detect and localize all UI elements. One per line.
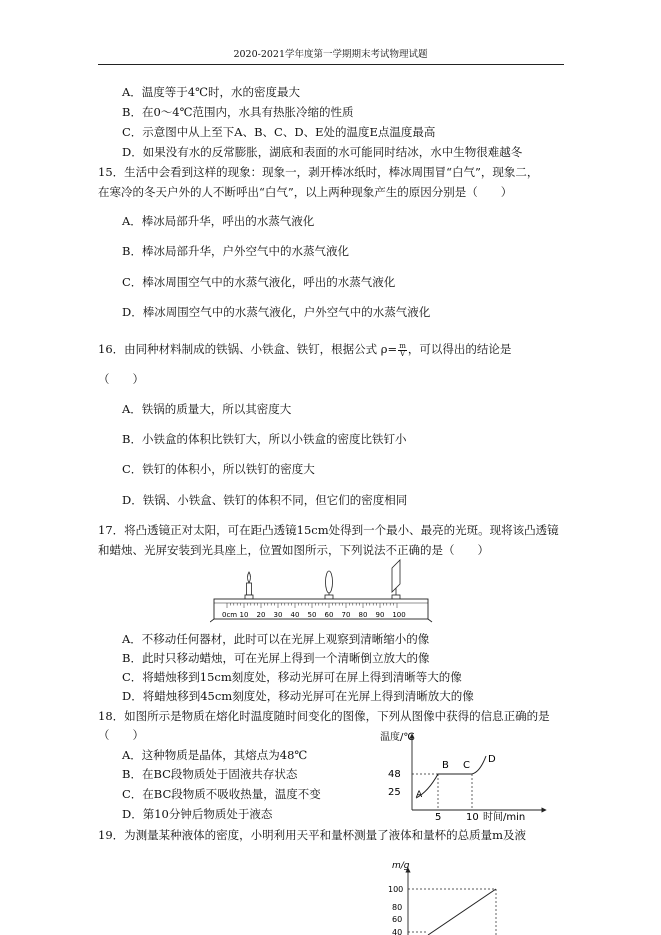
- ruler-tick-label: 10: [239, 611, 249, 619]
- q17-option-b: B．此时只移动蜡烛，可在光屏上得到一个清晰倒立放大的像: [122, 651, 430, 665]
- q19-stem-line1: 19．为测量某种液体的密度，小明利用天平和量杯测量了液体和量杯的总质量m及液: [98, 828, 527, 842]
- mass-volume-graph: [368, 856, 518, 935]
- fraction-denominator: V: [399, 349, 406, 358]
- density-fraction: [398, 343, 407, 358]
- q17-option-c: C．将蜡烛移到15cm刻度处，移动光屏可在屏上得到清晰等大的像: [122, 670, 462, 684]
- q18-option-a: A．这种物质是晶体，其熔点为48℃: [122, 748, 308, 762]
- graph-y-tick-25: 25: [388, 787, 401, 798]
- q16-option-b: B．小铁盒的体积比铁钉大，所以小铁盒的密度比铁钉小: [122, 432, 407, 446]
- melting-graph: [380, 726, 550, 822]
- q17-option-a: A．不移动任何器材，此时可以在光屏上观察到清晰缩小的像: [122, 632, 430, 646]
- q16-stem-end: ，可以得出的结论是: [407, 342, 512, 356]
- q16-option-a: A．铁锅的质量大，所以其密度大: [122, 402, 292, 416]
- graph-point-a: A: [416, 790, 423, 800]
- q16-stem-line2: （ ）: [98, 372, 144, 386]
- q18-option-b: B．在BC段物质处于固液共存状态: [122, 767, 298, 781]
- melting-curve: [416, 756, 486, 798]
- q15-stem-line1: 15．生活中会看到这样的现象：现象一，剥开棒冰纸时，棒冰周围冒“白气”，现象二，: [98, 165, 539, 179]
- optical-bench-figure: [210, 558, 435, 624]
- graph2-y-tick-80: 80: [392, 903, 403, 912]
- graph-point-b: B: [442, 760, 449, 771]
- q17-stem-line2: 和蜡烛、光屏安装到光具座上，位置如图所示，下列说法不正确的是（ ）: [98, 543, 489, 557]
- q15-stem-line2: 在寒冷的冬天户外的人不断呼出“白气”，以上两种现象产生的原因分别是（ ）: [98, 185, 513, 199]
- graph2-y-tick-40: 40: [392, 928, 403, 935]
- q14-option-d: D．如果没有水的反常膨胀，湖底和表面的水可能同时结冰，水中生物很难越冬: [122, 145, 523, 159]
- graph2-y-tick-60: 60: [392, 915, 403, 924]
- graph-x-axis-label: 时间/min: [483, 812, 526, 822]
- graph-x-tick-10: 10: [466, 812, 479, 822]
- ruler-tick-label: 90: [375, 611, 385, 619]
- graph-point-c: C: [463, 760, 470, 771]
- graph-x-tick-5: 5: [435, 812, 442, 822]
- candle-icon: [245, 572, 253, 599]
- ruler-tick-label: 30: [273, 611, 283, 619]
- header-rule: [98, 64, 564, 65]
- q18-option-d: D．第10分钟后物质处于液态: [122, 807, 273, 821]
- ruler-tick-label: 50: [307, 611, 317, 619]
- q14-option-b: B．在0～4℃范围内，水具有热胀冷缩的性质: [122, 105, 354, 119]
- ruler-tick-label: 70: [341, 611, 351, 619]
- q16-stem-text: 16．由同种材料制成的铁锅、小铁盒、铁钉，根据公式 ρ=: [98, 342, 398, 356]
- q18-stem-line2: （ ）: [98, 728, 144, 742]
- ruler-unit-label: 0cm: [222, 611, 238, 619]
- q14-option-a: A．温度等于4℃时，水的密度最大: [122, 85, 300, 99]
- fraction-numerator: m: [399, 341, 406, 350]
- ruler-tick-label: 40: [290, 611, 300, 619]
- convex-lens-icon: [325, 571, 333, 599]
- ruler-tick-label: 100: [392, 611, 406, 619]
- graph-y-tick-48: 48: [388, 769, 401, 780]
- ruler-tick-label: 80: [358, 611, 368, 619]
- q15-option-d: D．棒冰周围空气中的水蒸气液化，户外空气中的水蒸气液化: [122, 305, 431, 319]
- q15-option-c: C．棒冰周围空气中的水蒸气液化，呼出的水蒸气液化: [122, 275, 396, 289]
- q16-stem-line1: [98, 341, 511, 358]
- q17-option-d: D．将蜡烛移到45cm刻度处，移动光屏可在光屏上得到清晰放大的像: [122, 689, 474, 703]
- q18-option-c: C．在BC段物质不吸收热量，温度不变: [122, 787, 321, 801]
- page-header: 2020-2021学年度第一学期期末考试物理试题: [233, 49, 428, 60]
- light-screen-icon: [392, 560, 400, 599]
- q16-option-c: C．铁钉的体积小，所以铁钉的密度大: [122, 462, 315, 476]
- ruler-tick-label: 20: [256, 611, 266, 619]
- graph2-y-axis-label: m/g: [392, 861, 410, 871]
- mass-volume-line: [428, 889, 496, 935]
- q15-option-b: B．棒冰局部升华，户外空气中的水蒸气液化: [122, 244, 349, 258]
- graph2-y-tick-100: 100: [388, 885, 404, 894]
- graph-y-axis-label: 温度/℃: [380, 732, 415, 743]
- q17-stem-line1: 17．将凸透镜正对太阳，可在距凸透镜15cm处得到一个最小、最亮的光斑。现将该凸透镜: [98, 523, 559, 537]
- q14-option-c: C．示意图中从上至下A、B、C、D、E处的温度E点温度最高: [122, 125, 436, 139]
- ruler-tick-label: 60: [324, 611, 334, 619]
- q18-stem-line1: 18．如图所示是物质在熔化时温度随时间变化的图像，下列从图像中获得的信息正确的是: [98, 709, 550, 723]
- graph-point-d: D: [488, 754, 496, 765]
- q15-option-a: A．棒冰局部升华，呼出的水蒸气液化: [122, 214, 315, 228]
- q16-option-d: D．铁锅、小铁盒、铁钉的体积不同，但它们的密度相同: [122, 493, 408, 507]
